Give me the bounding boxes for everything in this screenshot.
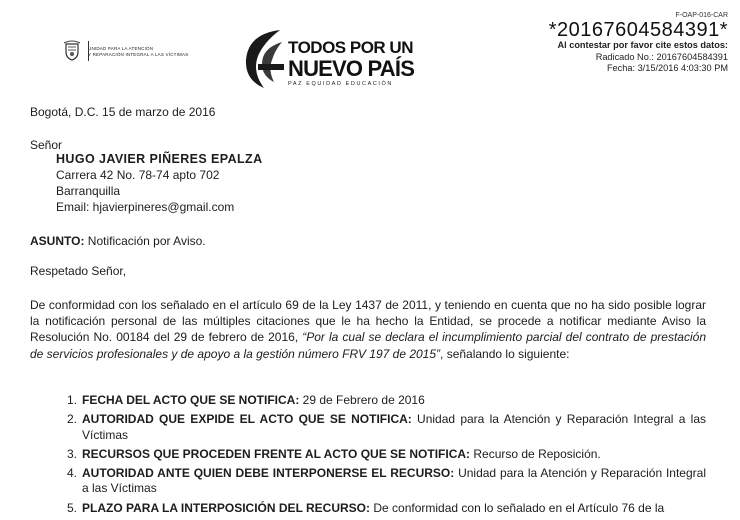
recipient-address: Carrera 42 No. 78-74 apto 702 [56, 168, 220, 182]
subject-text: Notificación por Aviso. [87, 234, 206, 248]
list-item-text: De conformidad con lo señalado en el Artículo 76 de la [370, 500, 665, 515]
todos-por-un-nuevo-pais-logo [240, 24, 415, 90]
notification-items-list [30, 393, 706, 520]
place-date: Bogotá, D.C. 15 de marzo de 2016 [30, 105, 216, 119]
subject-label: ASUNTO: [30, 234, 85, 248]
paragraph-end: , señalando lo siguiente: [440, 346, 570, 361]
list-item-label: FECHA DEL ACTO QUE SE NOTIFICA: [82, 393, 300, 407]
subject-line [30, 233, 206, 249]
list-item-text: Recurso de Reposición. [470, 446, 601, 461]
list-item-text: Unidad para la Atención y Reparación Integral a las Víctimas [82, 412, 706, 442]
swoosh-icon [240, 24, 288, 90]
list-item-number: 2. [66, 412, 77, 427]
slogan-line2: NUEVO PAÍS [288, 56, 415, 81]
slogan-line3: PAZ EQUIDAD EDUCACIÓN [288, 81, 394, 87]
slogan-line1: TODOS POR UN [288, 38, 413, 57]
salutation-title: Señor [30, 138, 63, 152]
paragraph-start: De conformidad con los señalado en el artículo 69 de la Ley 1437 de 2011, y teniendo en cuenta que no ha sido posible lograr la notificación personal de las múltiples citaciones que le ha hecho la Entidad, se procede a notificar mediante Aviso la Resolución No. 00184 del 29 de febrero de 2016, [30, 298, 706, 345]
list-item-number: 3. [66, 446, 77, 461]
body-paragraph [30, 297, 706, 362]
list-item-text: 29 de Febrero de 2016 [299, 393, 425, 407]
radicado-number: Radicado No.: 20167604584391 [595, 51, 728, 62]
list-item [30, 501, 706, 517]
greeting: Respetado Señor, [30, 264, 127, 278]
list-item-text: Unidad para la Atención y Reparación Integral a las Víctimas [82, 465, 706, 496]
list-item [30, 466, 706, 497]
list-item-number: 5. [66, 500, 77, 515]
list-item-number: 1. [66, 393, 77, 407]
left-logo-line1: UNIDAD PARA LA ATENCIÓN [88, 46, 154, 51]
recipient-name: HUGO JAVIER PIÑERES EPALZA [56, 152, 263, 166]
unidad-victimas-logo [62, 40, 232, 66]
form-code: F-OAP-016-CAR [675, 12, 728, 19]
paragraph-italic: “Por la cual se declara el incumplimiento parcial del contrato de prestación de servicios profesionales y de apoyo a la gestión número FRV 197 de 2015” [30, 330, 706, 361]
list-item-label: PLAZO PARA LA INTERPOSICIÓN DEL RECURSO: [82, 500, 371, 515]
list-item-label: RECURSOS QUE PROCEDEN FRENTE AL ACTO QUE SE NOTIFICA: [82, 446, 471, 461]
list-item-number: 4. [66, 465, 77, 480]
reference-block [549, 12, 728, 75]
list-item-label: AUTORIDAD ANTE QUIEN DEBE INTERPONERSE EL RECURSO: [82, 465, 455, 480]
list-item [30, 412, 706, 443]
barcode-number: *20167604584391* [548, 19, 728, 41]
left-logo-line2: Y REPARACIÓN INTEGRAL A LAS VÍCTIMAS [88, 51, 189, 57]
recipient-email: Email: hjavierpineres@gmail.com [56, 200, 235, 214]
list-item-label: AUTORIDAD QUE EXPIDE EL ACTO QUE SE NOTIFICA: [82, 412, 412, 427]
colombia-crest-icon [62, 40, 82, 62]
list-item [30, 447, 706, 463]
radicado-date: Fecha: 3/15/2016 4:03:30 PM [606, 63, 728, 73]
recipient-city: Barranquilla [56, 184, 121, 198]
list-item [30, 393, 706, 409]
cite-text: Al contestar por favor cite estos datos: [557, 40, 728, 50]
